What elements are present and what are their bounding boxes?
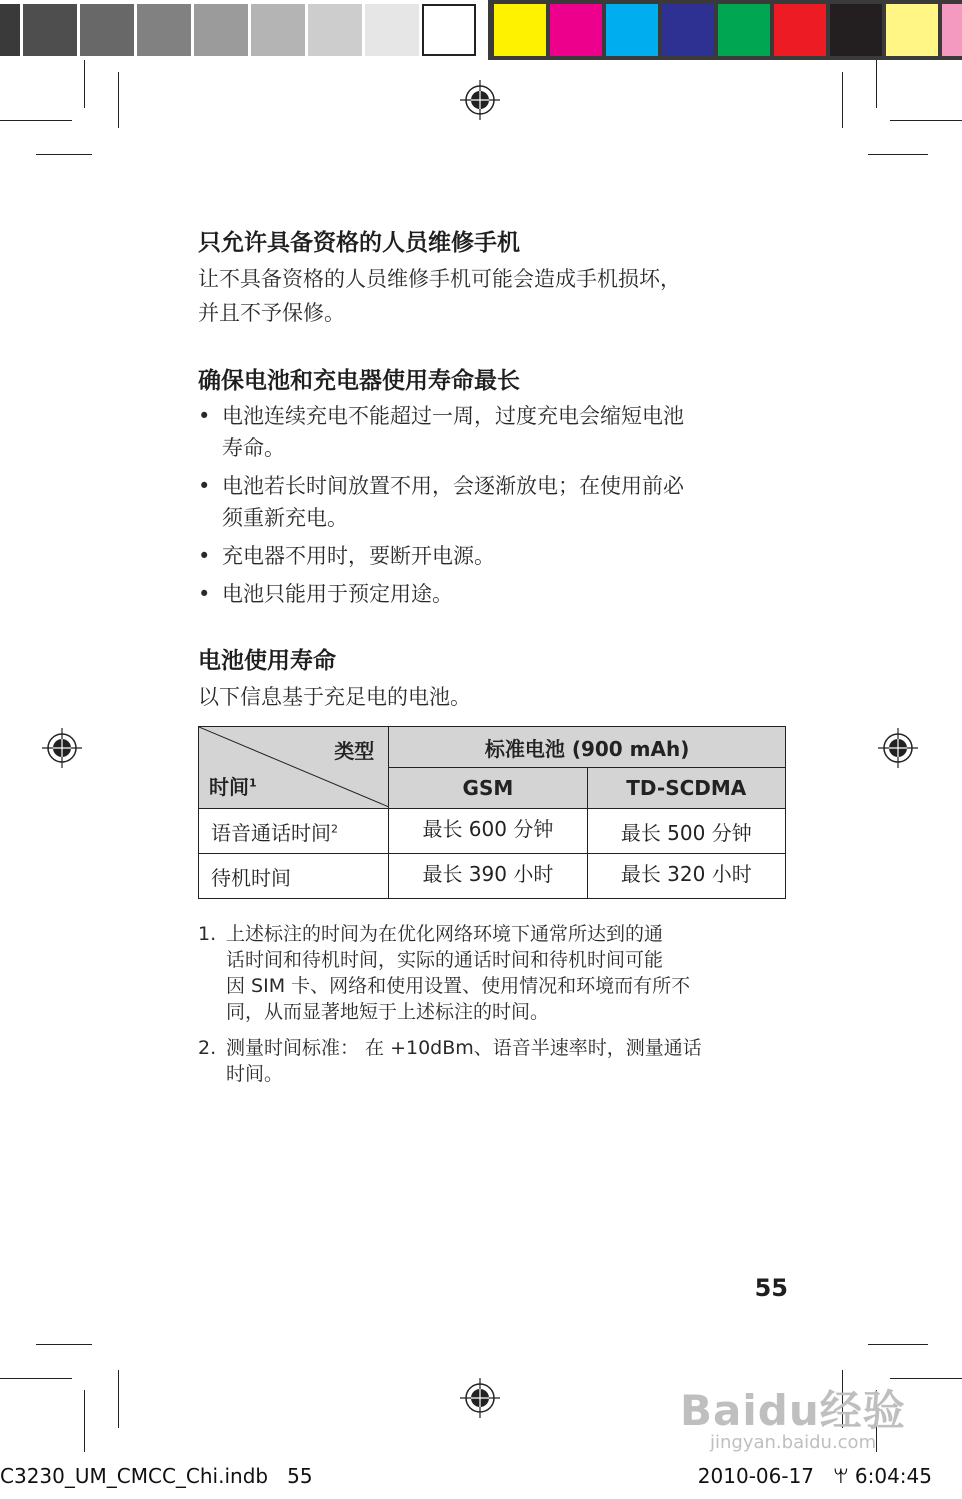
list-item	[198, 540, 788, 572]
footnote-line: 同，从而显著地短于上述标注的时间。	[226, 1001, 550, 1023]
process-color-swatch	[886, 4, 938, 56]
list-item-line: 电池只能用于预定用途。	[222, 582, 453, 606]
registration-mark-icon	[878, 728, 918, 768]
crop-mark	[0, 120, 72, 121]
section-battery-life	[198, 644, 788, 1087]
crop-mark	[118, 1370, 119, 1428]
gray-swatch	[308, 4, 362, 56]
battery-life-table	[198, 726, 786, 899]
table-group-header: 标准电池 (900 mAh)	[389, 727, 786, 768]
footnote-ref: 2	[331, 821, 338, 835]
page-number: 55	[754, 1274, 788, 1302]
column-header-gsm: GSM	[389, 768, 587, 809]
gray-swatch	[251, 4, 305, 56]
footnote-line: 上述标注的时间为在优化网络环境下通常所达到的通	[226, 923, 664, 945]
gray-swatch	[0, 4, 20, 56]
footnote-line: 时间。	[226, 1063, 284, 1085]
process-color-swatch	[942, 4, 962, 56]
body-line: 以下信息基于充足电的电池。	[198, 685, 471, 709]
body-line: 让不具备资格的人员维修手机可能会造成手机损坏，	[198, 267, 681, 291]
section-qualified-service	[198, 226, 788, 330]
printer-color-bar	[0, 0, 962, 60]
footnote-item	[198, 921, 788, 1025]
body-line: 并且不予保修。	[198, 301, 345, 325]
bullet-marker: •	[198, 582, 211, 606]
footnote-item	[198, 1035, 788, 1087]
crop-mark	[842, 72, 843, 128]
footnote-line: 话时间和待机时间，实际的通话时间和待机时间可能	[226, 949, 664, 971]
list-item-line: 寿命。	[222, 436, 285, 460]
crop-mark	[868, 1344, 928, 1345]
crop-mark	[0, 1378, 72, 1379]
list-item-line: 充电器不用时，要断开电源。	[222, 544, 495, 568]
table-row	[199, 809, 786, 854]
section-heading: 电池使用寿命	[198, 648, 336, 674]
registration-mark-icon	[460, 80, 500, 120]
row-label	[199, 854, 389, 899]
list-item-line: 电池若长时间放置不用，会逐渐放电；在使用前必	[222, 474, 684, 498]
baidu-watermark	[680, 1362, 920, 1462]
bullet-marker: •	[198, 404, 211, 428]
registration-mark-icon	[42, 728, 82, 768]
footnote-number: 1.	[198, 923, 217, 945]
process-color-swatch	[550, 4, 602, 56]
section-body	[198, 680, 788, 714]
watermark-url: jingyan.baidu.com	[710, 1432, 877, 1453]
list-item-line: 须重新充电。	[222, 506, 348, 530]
crop-mark	[118, 72, 119, 128]
table-header-row	[199, 727, 786, 768]
process-color-swatch	[830, 4, 882, 56]
footer-timestamp: 2010-06-17 ꕚ 6:04:45	[697, 1464, 932, 1488]
footer-filename: C3230_UM_CMCC_Chi.indb 55	[0, 1464, 313, 1488]
crop-mark	[36, 154, 92, 155]
process-color-swatch	[718, 4, 770, 56]
footnote-line: 因 SIM 卡、网络和使用设置、使用情况和环境而有所不	[226, 975, 691, 997]
row-label-text: 待机时间	[211, 865, 291, 890]
gray-swatch	[137, 4, 191, 56]
watermark-logo-text: Baidu经验	[680, 1386, 906, 1435]
crop-mark	[36, 1344, 92, 1345]
section-heading: 只允许具备资格的人员维修手机	[198, 230, 520, 256]
column-header-td-scdma: TD-SCDMA	[587, 768, 785, 809]
table-cell: 最长 320 小时	[587, 854, 785, 899]
section-body	[198, 262, 788, 330]
bullet-marker: •	[198, 544, 211, 568]
corner-label-type: 类型	[334, 739, 375, 763]
list-item	[198, 400, 788, 464]
row-label	[199, 809, 389, 854]
crop-mark	[890, 120, 962, 121]
corner-label-time-text: 时间	[209, 775, 249, 799]
footnote-ref: 1	[249, 776, 257, 790]
list-item	[198, 578, 788, 610]
footnote-number: 2.	[198, 1037, 217, 1059]
crop-mark	[84, 1390, 85, 1452]
process-color-swatch	[494, 4, 546, 56]
table-cell: 最长 600 分钟	[389, 809, 587, 854]
process-color-swatch	[606, 4, 658, 56]
row-label-text: 语音通话时间	[211, 820, 331, 845]
table-cell: 最长 500 分钟	[587, 809, 785, 854]
section-heading: 确保电池和充电器使用寿命最长	[198, 368, 520, 394]
crop-mark	[84, 60, 85, 108]
corner-label-time	[209, 771, 257, 800]
footnote-line: 测量时间标准： 在 +10dBm、语音半速率时，测量通话	[226, 1037, 702, 1059]
gray-swatch	[194, 4, 248, 56]
section-battery-life-max	[198, 364, 788, 610]
process-color-swatch	[774, 4, 826, 56]
table-cell: 最长 390 小时	[389, 854, 587, 899]
bullet-marker: •	[198, 474, 211, 498]
registration-mark-icon	[460, 1378, 500, 1418]
gray-swatch	[422, 4, 476, 56]
list-item	[198, 470, 788, 534]
crop-mark	[868, 154, 928, 155]
crop-mark	[876, 60, 877, 108]
table-row	[199, 854, 786, 899]
gray-swatch	[365, 4, 419, 56]
list-item-line: 电池连续充电不能超过一周，过度充电会缩短电池	[222, 404, 684, 428]
footnote-list	[198, 921, 788, 1087]
page-content	[198, 226, 788, 1097]
process-color-swatch	[662, 4, 714, 56]
gray-swatch	[23, 4, 77, 56]
bullet-list	[198, 400, 788, 610]
gray-swatch	[80, 4, 134, 56]
table-corner-cell	[199, 727, 389, 809]
